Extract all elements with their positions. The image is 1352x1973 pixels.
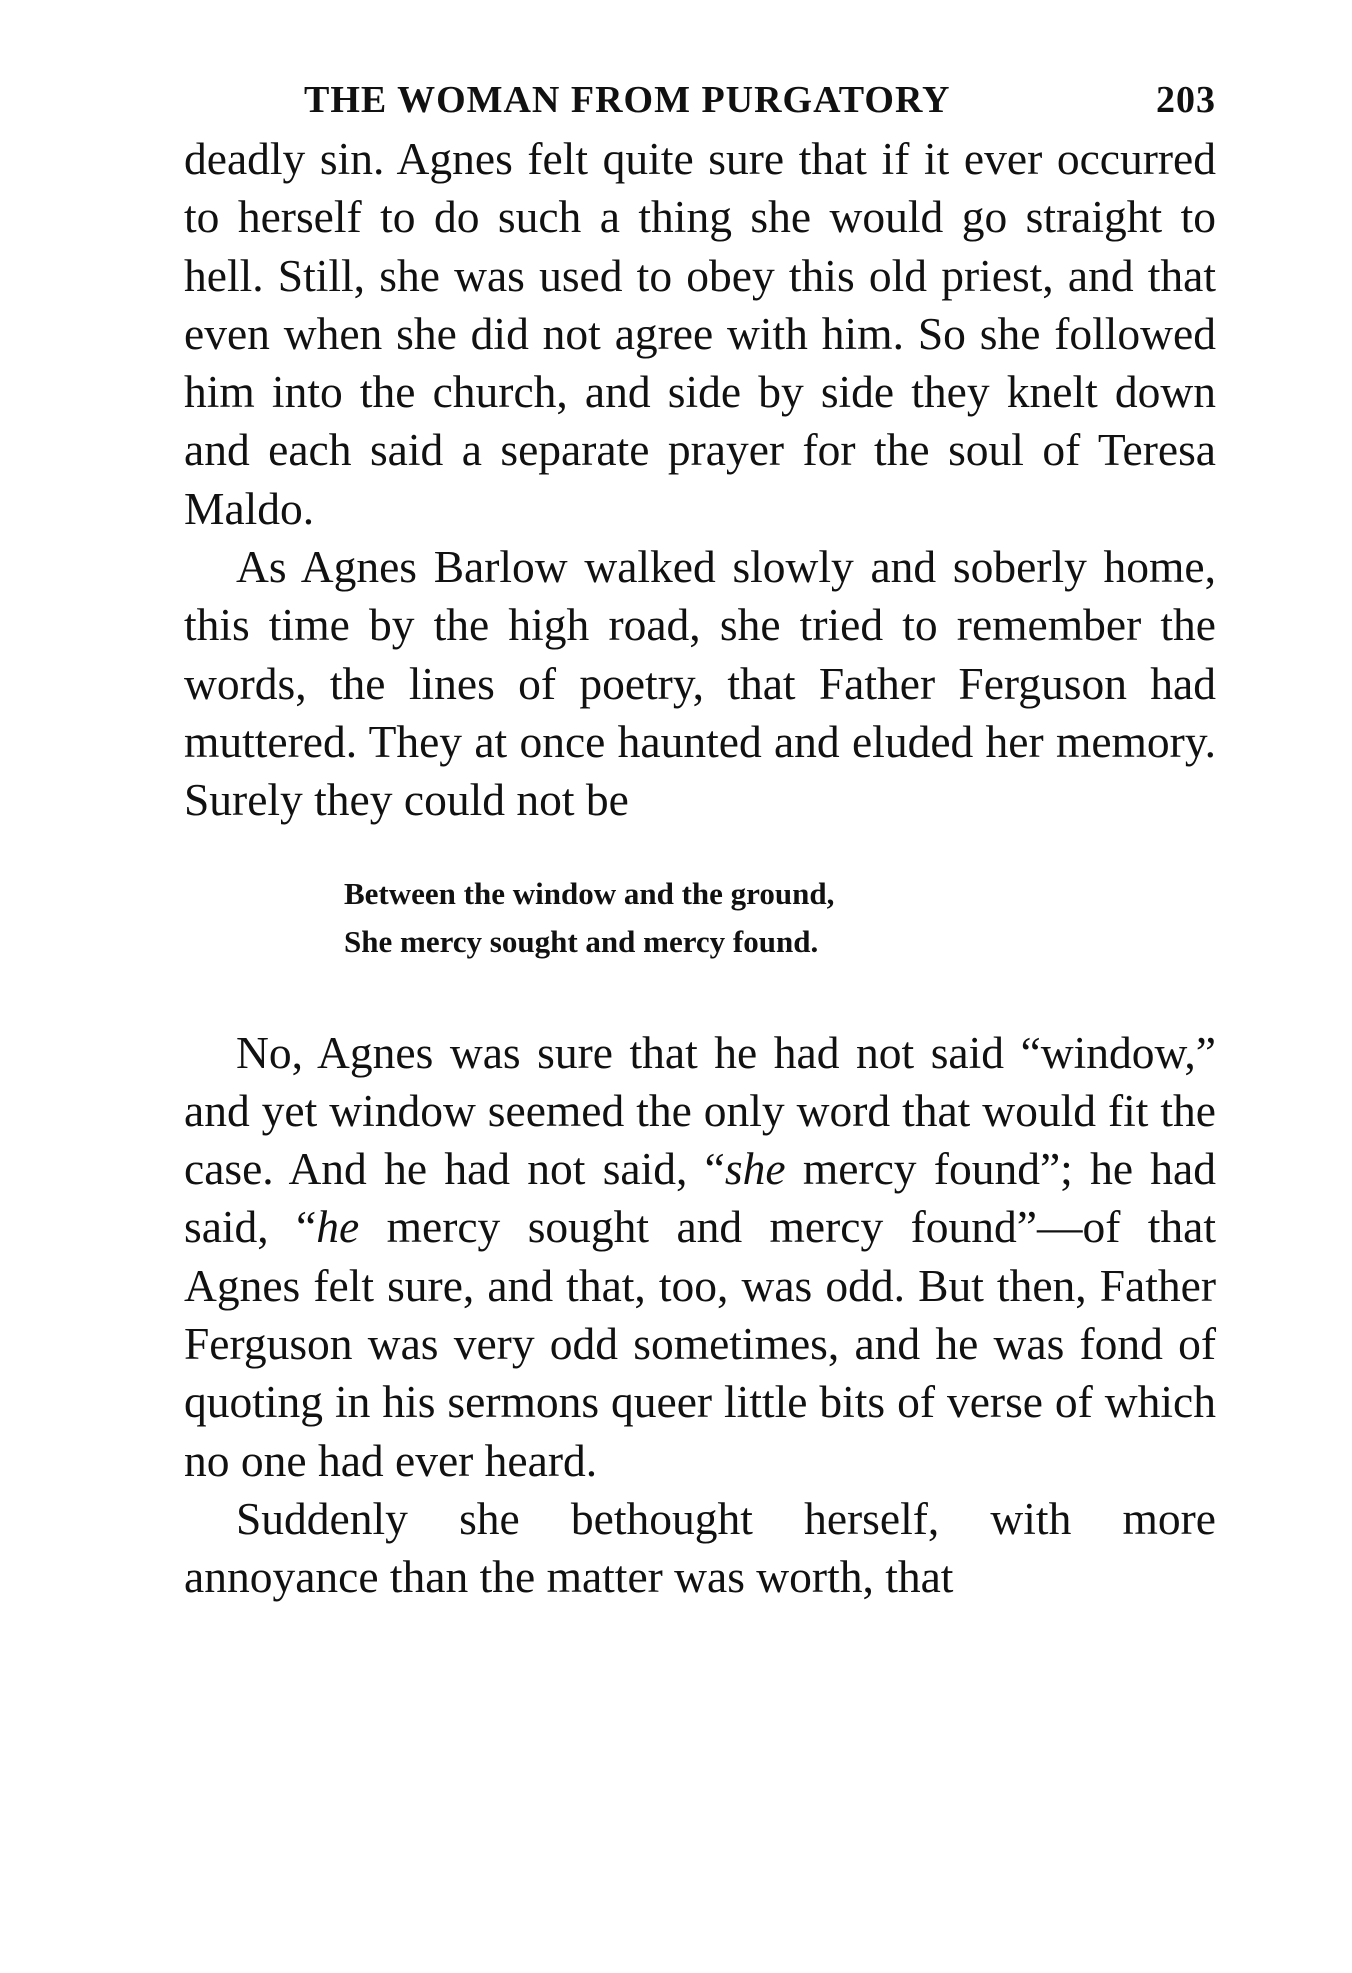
paragraph-3-italic-she: she bbox=[724, 1143, 786, 1195]
page-number: 203 bbox=[1156, 79, 1216, 121]
paragraph-4: Suddenly she bethought herself, with more annoyance than the matter was worth, that bbox=[184, 1492, 1216, 1603]
verse-line-1: Between the window and the ground, bbox=[344, 875, 835, 911]
paragraph-3-part-1: No, Agnes was sure that he had not said “window,” and yet window seemed the only word that would fit the case. And he had not said, “ bbox=[184, 1026, 1216, 1195]
running-head bbox=[184, 78, 1216, 130]
verse-quote bbox=[344, 870, 1216, 966]
verse-line-2: She mercy sought and mercy found. bbox=[344, 923, 819, 959]
paragraph-1: deadly sin. Agnes felt quite sure that if it ever occurred to herself to do such a thing she would go straight to hell. Still, she was used to obey this old priest, and that even when she did not agree with him. So she followed him into the church, and side by side they knelt down and each said a separate prayer for the soul of Teresa Maldo. bbox=[184, 133, 1216, 534]
body-text bbox=[184, 130, 1216, 1607]
book-page bbox=[184, 78, 1216, 1607]
paragraph-3-italic-he: he bbox=[316, 1201, 360, 1253]
paragraph-3-part-3: mercy sought and mercy found”—of that Agnes felt sure, and that, too, was odd. But then, Father Ferguson was very odd sometimes, and he was fond of quoting in his sermons queer little bits of verse of which no one had ever heard. bbox=[184, 1201, 1216, 1486]
paragraph-3 bbox=[184, 1024, 1216, 1490]
paragraph-3-part-2: mercy found”; he had said, “ bbox=[184, 1143, 1217, 1253]
running-title: THE WOMAN FROM PURGATORY bbox=[304, 79, 951, 121]
paragraph-2: As Agnes Barlow walked slowly and soberly home, this time by the high road, she tried to remember the words, the lines of poetry, that Father Ferguson had muttered. They at once haunted and eluded her memory. Surely they could not be bbox=[184, 541, 1216, 826]
